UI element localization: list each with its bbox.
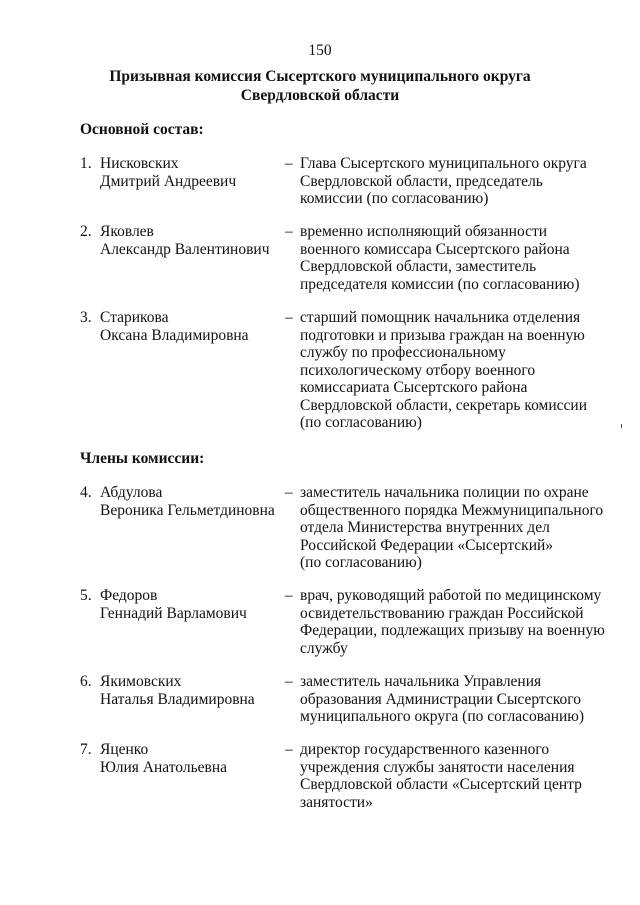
role-line: директор государственного казенного [300, 741, 550, 758]
role-line: председателя комиссии (по согласованию) [300, 275, 580, 293]
role-line: комиссариата Сысертского района [300, 379, 528, 396]
role-line: (по согласованию) [300, 414, 422, 431]
member-role [300, 484, 620, 572]
role-line: общественного порядка Межмуниципального [300, 501, 604, 519]
role-line: комиссии (по согласованию) [300, 190, 489, 207]
member-given-name: Оксана Владимировна [100, 326, 249, 344]
role-line: подготовки и призыва граждан на военную [300, 326, 585, 344]
member-surname: Абдулова [100, 484, 163, 501]
role-line: службу по профессиональному [300, 344, 506, 361]
member-role [300, 741, 620, 811]
member-number: 7. [80, 741, 92, 758]
member-given-name: Дмитрий Андреевич [100, 172, 237, 190]
role-line: Свердловской области, председатель [300, 172, 543, 190]
member-name [100, 741, 280, 776]
role-line: Свердловской области, заместитель [300, 258, 537, 275]
role-line: Глава Сысертского муниципального округа [300, 155, 587, 172]
member-given-name: Наталья Владимировна [100, 690, 255, 708]
member-surname: Федоров [100, 587, 158, 604]
member-number: 2. [80, 223, 92, 240]
member-name [100, 673, 280, 708]
dash-separator: – [285, 223, 293, 240]
role-line: Свердловской области, секретарь комиссии [300, 396, 587, 414]
dash-separator: – [285, 484, 293, 501]
role-line: Федерации, подлежащих призыву на военную [300, 622, 605, 639]
member-name [100, 223, 280, 258]
member-role [300, 155, 620, 208]
role-line: освидетельствованию граждан Российской [300, 604, 584, 622]
member-given-name: Юлия Анатольевна [100, 758, 228, 776]
member-given-name: Геннадий Варламович [100, 604, 247, 622]
role-line: Свердловской области «Сысертский центр [300, 776, 582, 793]
member-role [300, 223, 620, 293]
member-role [300, 673, 620, 726]
member-surname: Яценко [100, 741, 149, 758]
role-line: учреждения службы занятости населения [300, 758, 575, 776]
member-given-name: Вероника Гельметдиновна [100, 501, 275, 519]
role-line: занятости» [300, 793, 373, 811]
member-number: 1. [80, 155, 92, 172]
role-line: заместитель начальника Управления [300, 673, 542, 690]
member-number: 3. [80, 309, 92, 326]
member-name [100, 309, 280, 344]
role-line: психологическому отбору военного [300, 361, 536, 379]
role-line: военного комиссара Сысертского района [300, 240, 570, 258]
title-line: Призывная комиссия Сысертского муниципального округа [109, 68, 531, 85]
role-line: временно исполняющий обязанности [300, 223, 548, 240]
dash-separator: – [285, 673, 293, 690]
scan-mark [621, 424, 622, 428]
member-given-name: Александр Валентинович [100, 240, 270, 258]
role-line: муниципального округа (по согласованию) [300, 708, 585, 725]
document-title [60, 68, 580, 105]
member-number: 6. [80, 673, 92, 690]
section-heading-main: Основной состав: [80, 121, 204, 138]
role-line: заместитель начальника полиции по охране [300, 484, 589, 501]
dash-separator: – [285, 309, 293, 326]
role-line: службу [300, 639, 348, 657]
section-heading-members: Члены комиссии: [80, 450, 205, 467]
dash-separator: – [285, 587, 293, 604]
dash-separator: – [285, 155, 293, 172]
member-name [100, 484, 280, 519]
member-name [100, 155, 280, 190]
role-line: старший помощник начальника отделения [300, 309, 581, 326]
role-line: образования Администрации Сысертского [300, 690, 581, 708]
member-number: 4. [80, 484, 92, 501]
dash-separator: – [285, 741, 293, 758]
role-line: (по согласованию) [300, 554, 422, 571]
member-number: 5. [80, 587, 92, 604]
role-line: Российской Федерации «Сысертский» [300, 536, 554, 554]
member-surname: Якимовских [100, 673, 182, 690]
member-name [100, 587, 280, 622]
member-surname: Старикова [100, 309, 169, 326]
member-surname: Яковлев [100, 223, 154, 240]
page-number: 150 [308, 42, 332, 59]
role-line: врач, руководящий работой по медицинскому [300, 587, 602, 604]
member-role [300, 587, 620, 657]
member-role [300, 309, 620, 432]
title-line: Свердловской области [240, 86, 400, 104]
role-line: отдела Министерства внутренних дел [300, 519, 550, 536]
member-surname: Нисковских [100, 155, 179, 172]
